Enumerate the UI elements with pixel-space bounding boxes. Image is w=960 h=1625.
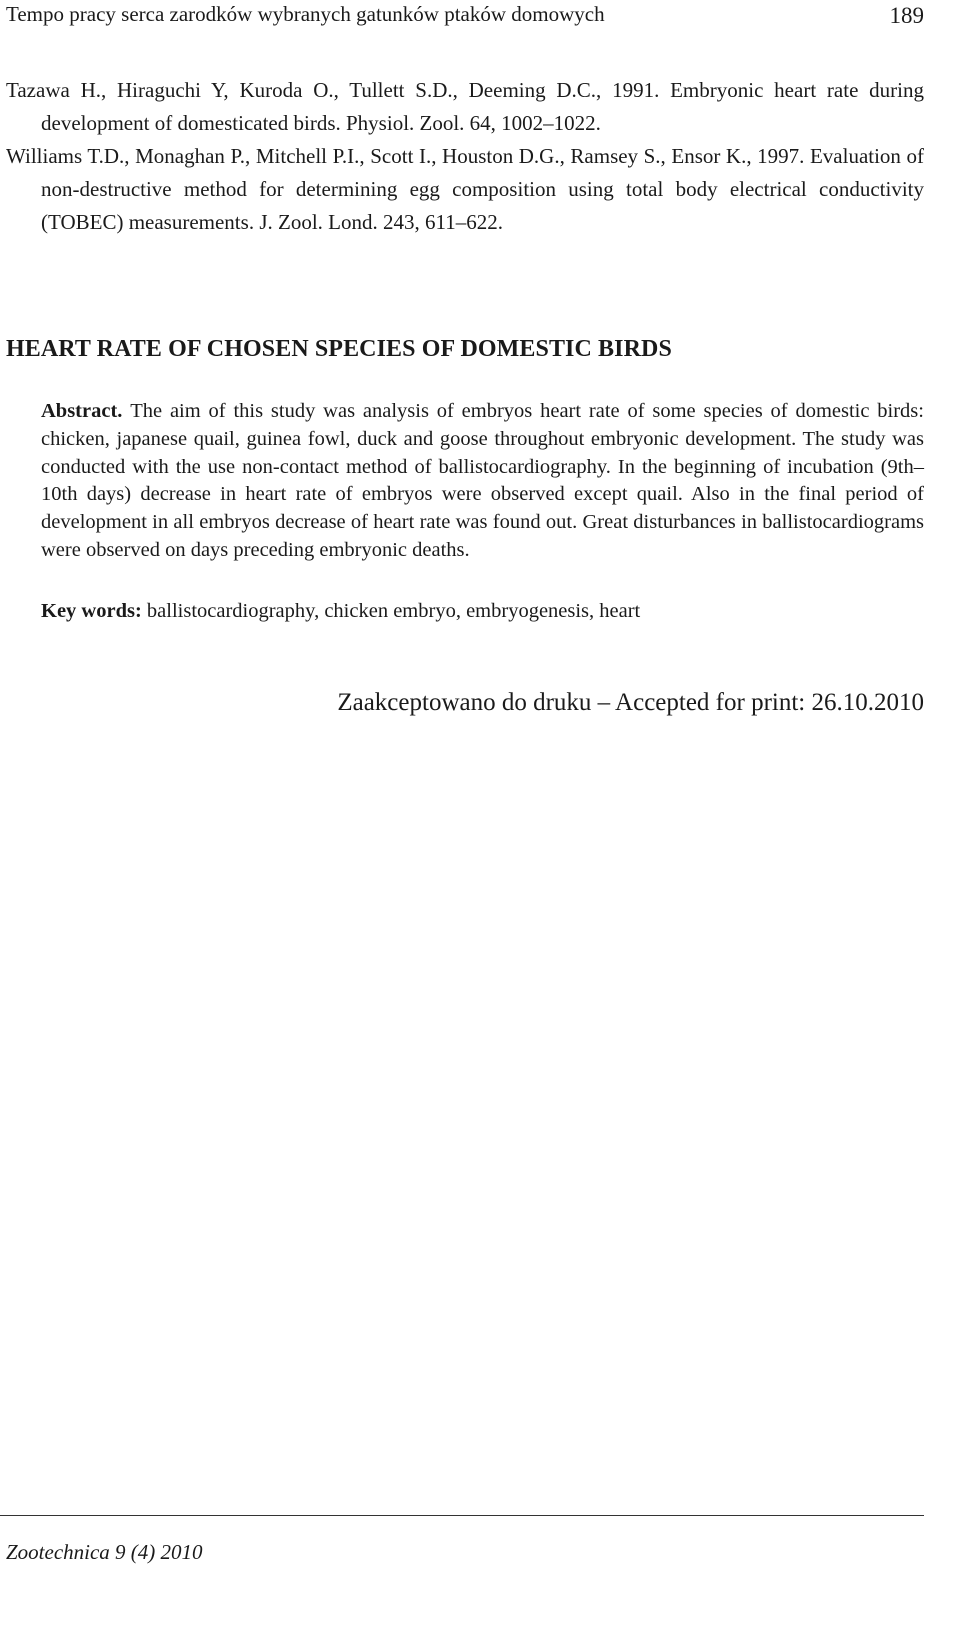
abstract-label: Abstract. xyxy=(41,400,131,422)
footer-journal-citation: Zootechnica 9 (4) 2010 xyxy=(6,1540,203,1564)
footer-divider xyxy=(0,1515,924,1516)
english-title-heading: HEART RATE OF CHOSEN SPECIES OF DOMESTIC BIRDS xyxy=(6,336,672,362)
accepted-for-print-note: Zaakceptowano do druku – Accepted for print: 26.10.2010 xyxy=(337,689,924,716)
reference-list xyxy=(6,74,924,239)
keywords-text: ballistocardiography, chicken embryo, embryogenesis, heart xyxy=(146,600,641,622)
running-title: Tempo pracy serca zarodków wybranych gatunków ptaków domowych xyxy=(6,2,605,26)
abstract-text: The aim of this study was analysis of embryos heart rate of some species of domestic birds: chicken, japanese quail, guinea fowl, duck and goose throughout embryonic development. The study was conducted with the use non-contact method of ballistocardiography. In the beginning of incubation (9th–10th days) decrease in heart rate of embryos were observed except quail. Also in the final period of development in all embryos decrease of heart rate was found out. Great disturbances in ballistocardiograms were observed on days preceding embryonic deaths. xyxy=(41,400,924,561)
abstract-paragraph xyxy=(41,398,924,565)
keywords-label: Key words: xyxy=(41,600,147,622)
reference-williams: Williams T.D., Monaghan P., Mitchell P.I., Scott I., Houston D.G., Ramsey S., Ensor K., 1997. Evaluation of non-destructive method for determining egg composition using total body electrical conductivity (TOBEC) measurements. J. Zool. Lond. 243, 611–622. xyxy=(6,144,924,234)
page-number: 189 xyxy=(889,3,924,28)
running-header xyxy=(6,0,924,30)
reference-tazawa: Tazawa H., Hiraguchi Y, Kuroda O., Tullett S.D., Deeming D.C., 1991. Embryonic heart rate during development of domesticated birds. Physiol. Zool. 64, 1002–1022. xyxy=(6,78,924,135)
keywords-paragraph xyxy=(41,597,924,625)
